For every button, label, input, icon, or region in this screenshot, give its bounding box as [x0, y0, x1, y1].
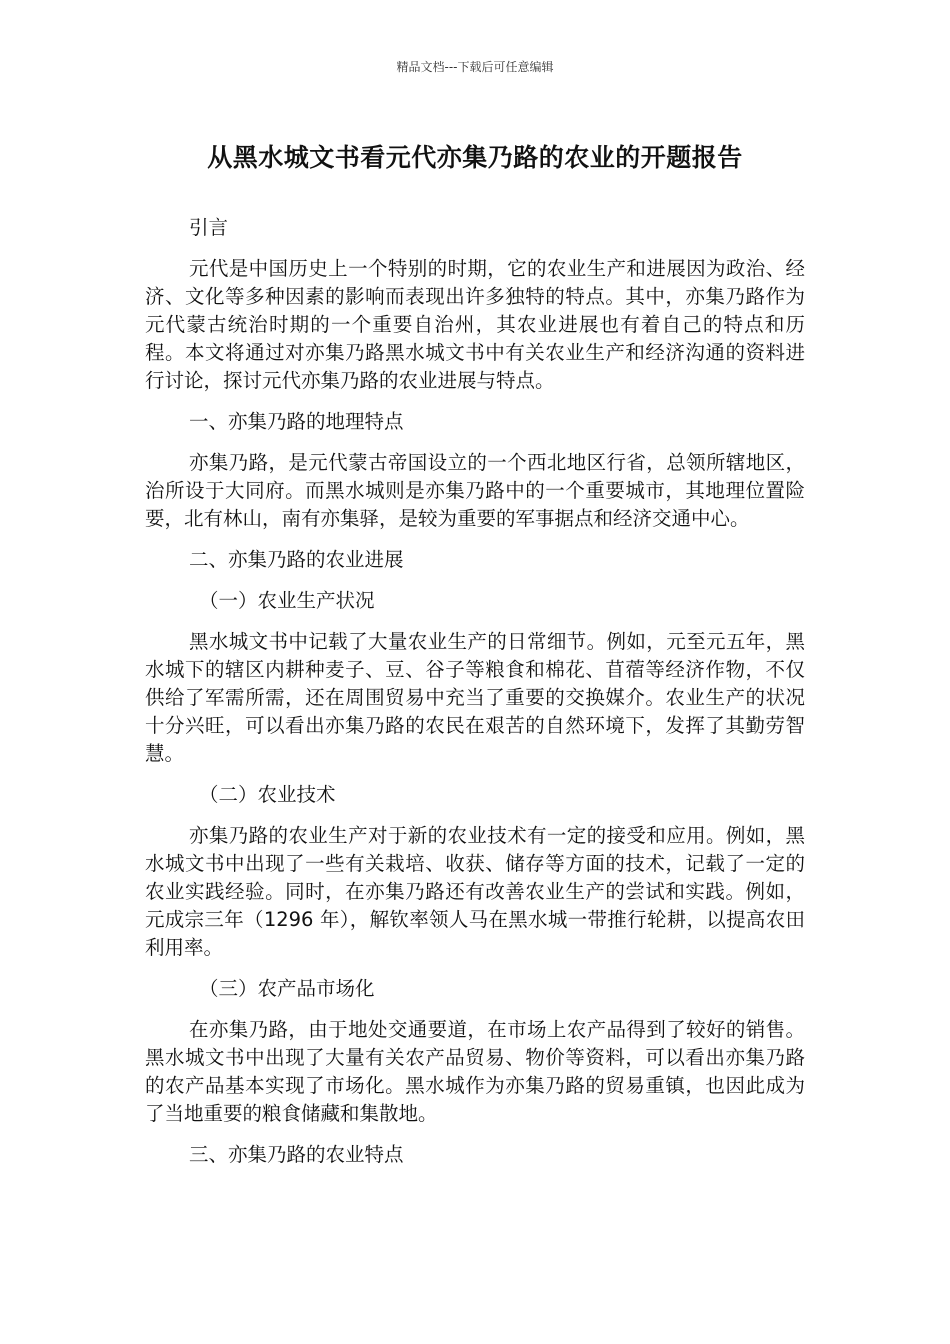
paragraph-intro: 元代是中国历史上一个特别的时期，它的农业生产和进展因为政治、经济、文化等多种因素的影响而表现出许多独特的特点。其中，亦集乃路作为元代蒙古统治时期的一个重要自治州，其农业进展也有着自己的特点和历程。本文将通过对亦集乃路黑水城文书中有关农业生产和经济沟通的资料进行讨论，探讨元代亦集乃路的农业进展与特点。 — [145, 257, 805, 392]
section-heading-geography: 一、亦集乃路的地理特点 — [189, 410, 404, 433]
subheading-technology: （二）农业技术 — [199, 783, 336, 806]
subheading-market: （三）农产品市场化 — [199, 977, 375, 1000]
section-heading-intro: 引言 — [189, 216, 229, 239]
subheading-production: （一）农业生产状况 — [199, 589, 375, 612]
document-body — [145, 214, 805, 1182]
paragraph-geography: 亦集乃路，是元代蒙古帝国设立的一个西北地区行省，总领所辖地区，治所设于大同府。而黑水城则是亦集乃路中的一个重要城市，其地理位置险要，北有林山，南有亦集驿，是较为重要的军事据点和经济交通中心。 — [145, 451, 805, 530]
paragraph-market: 在亦集乃路，由于地处交通要道，在市场上农产品得到了较好的销售。黑水城文书中出现了大量有关农产品贸易、物价等资料，可以看出亦集乃路的农产品基本实现了市场化。黑水城作为亦集乃路的贸易重镇，也因此成为了当地重要的粮食储藏和集散地。 — [145, 1018, 805, 1125]
section-heading-characteristics: 三、亦集乃路的农业特点 — [189, 1143, 404, 1166]
paragraph-technology: 亦集乃路的农业生产对于新的农业技术有一定的接受和应用。例如，黑水城文书中出现了一些有关栽培、收获、储存等方面的技术，记载了一定的农业实践经验。同时，在亦集乃路还有改善农业生产的尝试和实践。例如，元成宗三年（1296 年），解钦率领人马在黑水城一带推行轮耕，以提高农田利用率。 — [145, 824, 805, 959]
page-header: 精品文档---下载后可任意编辑 — [396, 60, 554, 74]
section-heading-agriculture-progress: 二、亦集乃路的农业进展 — [189, 548, 404, 571]
paragraph-production: 黑水城文书中记载了大量农业生产的日常细节。例如，元至元五年，黑水城下的辖区内耕种麦子、豆、谷子等粮食和棉花、苜蓿等经济作物，不仅供给了军需所需，还在周围贸易中充当了重要的交换媒介。农业生产的状况十分兴旺，可以看出亦集乃路的农民在艰苦的自然环境下，发挥了其勤劳智慧。 — [145, 630, 805, 765]
document-title: 从黑水城文书看元代亦集乃路的农业的开题报告 — [207, 143, 743, 172]
